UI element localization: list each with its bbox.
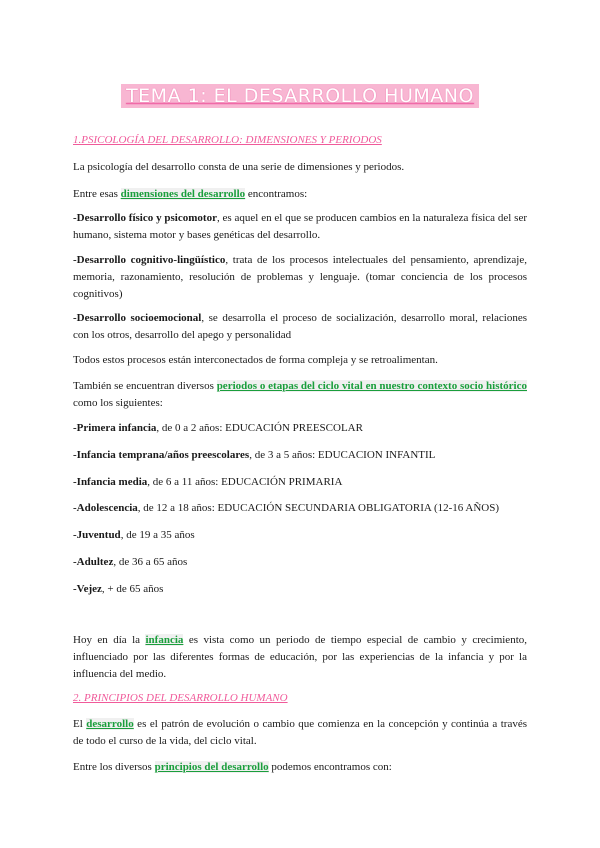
dimension-physical-text: , es aquel en el que se producen cambios en la naturaleza física del ser humano, sistema motor y bases genéticas del desarrollo. xyxy=(73,212,527,241)
principles-suffix: podemos encontramos con: xyxy=(268,761,392,773)
principles-prefix: Entre los diversos xyxy=(73,761,155,773)
infancy-prefix: Hoy en día la xyxy=(73,634,146,646)
stage-item xyxy=(73,500,527,517)
periods-prefix: También se encuentran diversos xyxy=(73,380,217,392)
page-title: TEMA 1: EL DESARROLLO HUMANO xyxy=(121,84,479,108)
stage-term: -Juventud xyxy=(73,529,121,541)
stage-text: , de 36 a 65 años xyxy=(113,556,188,568)
stage-item xyxy=(73,420,527,437)
development-suffix: es el patrón de evolución o cambio que comienza en la concepción y continúa a través de todo el curso de la vida, del ciclo vital. xyxy=(73,718,527,747)
stage-item xyxy=(73,554,527,571)
stage-term: -Primera infancia xyxy=(73,422,157,434)
periods-highlight: periodos o etapas del ciclo vital en nuestro contexto socio histórico xyxy=(216,380,527,392)
dimension-socioemotional-text: , se desarrolla el proceso de socialización, desarrollo moral, relaciones con los otros, desarrollo del apego y personalidad xyxy=(73,312,528,341)
development-prefix: El xyxy=(73,718,87,730)
dimension-physical-term: -Desarrollo físico y psicomotor xyxy=(73,212,217,224)
infancy-paragraph xyxy=(73,632,527,683)
stage-term: -Infancia temprana/años preescolares xyxy=(73,449,250,461)
stage-text: , de 3 a 5 años: EDUCACION INFANTIL xyxy=(249,449,436,461)
stage-text: , de 6 a 11 años: EDUCACIÓN PRIMARIA xyxy=(147,476,343,488)
dimension-physical xyxy=(73,210,527,244)
dimension-cognitive xyxy=(73,252,527,303)
dimensions-prefix: Entre esas xyxy=(73,188,121,200)
stage-text: , de 12 a 18 años: EDUCACIÓN SECUNDARIA OBLIGATORIA (12-16 AÑOS) xyxy=(137,502,500,514)
stage-text: , de 19 a 35 años xyxy=(120,529,195,541)
dimensions-highlight: dimensiones del desarrollo xyxy=(120,188,246,200)
principles-highlight: principios del desarrollo xyxy=(154,761,269,773)
title-container xyxy=(0,84,600,108)
stage-term: -Adolescencia xyxy=(73,502,138,514)
section-2-heading: 2. PRINCIPIOS DEL DESARROLLO HUMANO xyxy=(73,692,288,704)
interconnection-paragraph: Todos estos procesos están interconectados de forma compleja y se retroalimentan. xyxy=(73,354,438,366)
dimensions-suffix: encontramos: xyxy=(245,188,308,200)
principles-paragraph xyxy=(73,759,527,776)
intro-paragraph: La psicología del desarrollo consta de una serie de dimensiones y periodos. xyxy=(73,161,405,173)
dimension-cognitive-text: , trata de los procesos intelectuales del pensamiento, aprendizaje, memoria, razonamiento, resolución de problemas y lenguaje. (tomar conciencia de los procesos cognitivos) xyxy=(73,254,527,300)
stage-item xyxy=(73,527,527,544)
development-highlight: desarrollo xyxy=(86,718,134,730)
stage-text: , de 0 a 2 años: EDUCACIÓN PREESCOLAR xyxy=(156,422,363,434)
infancy-highlight: infancia xyxy=(145,634,184,646)
dimensions-paragraph xyxy=(73,186,527,203)
stage-item xyxy=(73,581,527,598)
dimension-cognitive-term: -Desarrollo cognitivo-lingüístico xyxy=(73,254,226,266)
periods-suffix: como los siguientes: xyxy=(73,397,163,409)
infancy-suffix: es vista como un periodo de tiempo especial de cambio y crecimiento, influenciado por las diferentes formas de educación, por las experiencias de la infancia y por la influencia del medio. xyxy=(73,634,527,680)
periods-paragraph xyxy=(73,378,527,412)
development-paragraph xyxy=(73,716,527,750)
stage-term: -Infancia media xyxy=(73,476,148,488)
stage-term: -Adultez xyxy=(73,556,114,568)
section-1-heading: 1.PSICOLOGÍA DEL DESARROLLO: DIMENSIONES Y PERIODOS xyxy=(73,134,382,146)
stage-item xyxy=(73,447,527,464)
stage-term: -Vejez xyxy=(73,583,102,595)
stage-text: , + de 65 años xyxy=(101,583,164,595)
dimension-socioemotional-term: -Desarrollo socioemocional xyxy=(73,312,202,324)
dimension-socioemotional xyxy=(73,310,527,344)
stage-item xyxy=(73,474,527,491)
